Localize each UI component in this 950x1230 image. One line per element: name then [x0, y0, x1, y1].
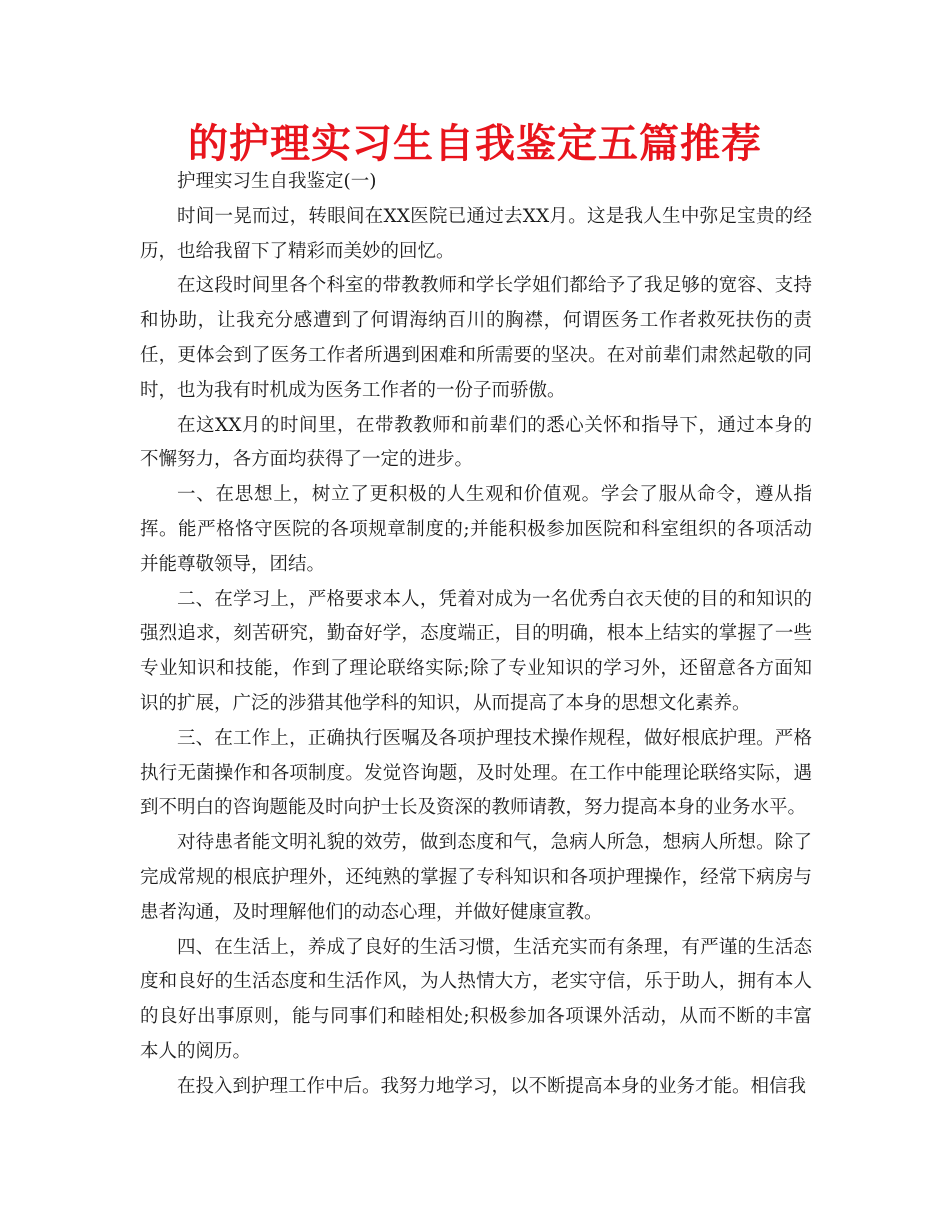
- paragraph: 在这段时间里各个科室的带教教师和学长学姐们都给予了我足够的宽容、支持和协助，让我充分感遭到了何谓海纳百川的胸襟，何谓医务工作者救死扶伤的责任，更体会到了医务工作者所遇到困难和所需要的坚决。在对前辈们肃然起敬的同时，也为我有时机成为医务工作者的一份子而骄傲。: [140, 275, 812, 401]
- paragraph: 时间一晃而过，转眼间在XX医院已通过去XX月。这是我人生中弥足宝贵的经历，也给我留下了精彩而美妙的回忆。: [140, 205, 812, 262]
- section-heading: 护理实习生自我鉴定(一): [177, 171, 377, 192]
- paragraph: 在这XX月的时间里，在带教教师和前辈们的悉心关怀和指导下，通过本身的不懈努力，各方面均获得了一定的进步。: [140, 414, 812, 471]
- paragraph: 三、在工作上，正确执行医嘱及各项护理技术操作规程，做好根底护理。严格执行无菌操作和各项制度。发觉咨询题，及时处理。在工作中能理论联络实际，遇到不明白的咨询题能及时向护士长及资深的教师请教，努力提高本身的业务水平。: [140, 727, 812, 819]
- paragraph: 四、在生活上，养成了良好的生活习惯，生活充实而有条理，有严谨的生活态度和良好的生活态度和生活作风，为人热情大方，老实守信，乐于助人，拥有本人的良好出事原则，能与同事们和睦相处;积极参加各项课外活动，从而不断的丰富本人的阅历。: [140, 936, 812, 1062]
- paragraph: 对待患者能文明礼貌的效劳，做到态度和气，急病人所急，想病人所想。除了完成常规的根底护理外，还纯熟的掌握了专科知识和各项护理操作，经常下病房与患者沟通，及时理解他们的动态心理，并做好健康宣教。: [140, 832, 812, 923]
- paragraph: 在投入到护理工作中后。我努力地学习，以不断提高本身的业务才能。相信我: [177, 1075, 807, 1097]
- paragraph: 二、在学习上，严格要求本人，凭着对成为一名优秀白衣天使的目的和知识的强烈追求，刻苦研究，勤奋好学，态度端正，目的明确，根本上结实的掌握了一些专业知识和技能，作到了理论联络实际;除了专业知识的学习外，还留意各方面知识的扩展，广泛的涉猎其他学科的知识，从而提高了本身的思想文化素养。: [140, 588, 812, 714]
- paragraph: 一、在思想上，树立了更积极的人生观和价值观。学会了服从命令，遵从指挥。能严格恪守医院的各项规章制度的;并能积极参加医院和科室组织的各项活动并能尊敬领导，团结。: [140, 484, 812, 575]
- document-body: [140, 165, 812, 1105]
- document-title: 的护理实习生自我鉴定五篇推荐: [188, 121, 762, 167]
